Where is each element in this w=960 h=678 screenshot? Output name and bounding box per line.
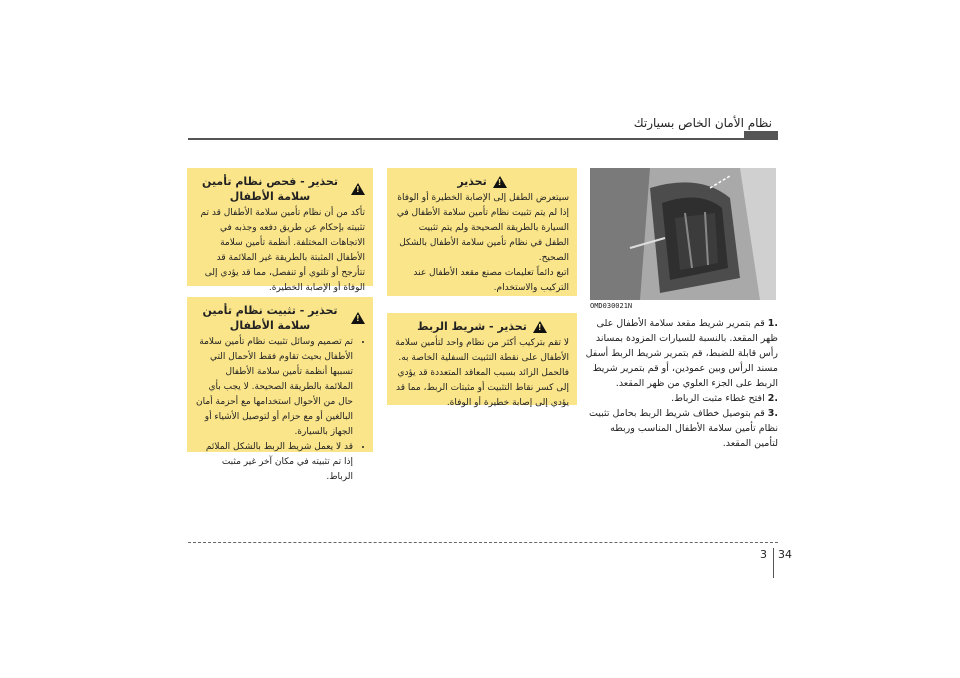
- step-text: افتح غطاء مثبت الرباط.: [671, 393, 765, 404]
- chapter-number: 3: [760, 548, 767, 561]
- section-title: نظام الأمان الخاص بسيارتك: [633, 116, 772, 130]
- page-number-separator: [773, 548, 774, 578]
- child-seat-photo: [590, 168, 776, 300]
- warning-title: ! تحذير - شريط الربط: [395, 319, 569, 334]
- footer-divider: [188, 542, 778, 543]
- step-text: قم بتمرير شريط مقعد سلامة الأطفال على ظهر المقعد. بالنسبة للسيارات المزودة بمساند رأس قابلة للضبط، قم بتمرير شريط الربط أسفل مسند الرأس وبين عمودين، أو قم بتمرير شريط الربط على الجزء العلوي من ظهر المقعد.: [585, 318, 778, 389]
- warning-icon: [351, 312, 365, 324]
- warning-title: ! تحذير - تثبيت نظام تأمين سلامة الأطفال: [195, 303, 365, 333]
- step-number: .2: [767, 393, 778, 404]
- warning-title: ! تحذير: [395, 174, 569, 189]
- step-item: [584, 406, 778, 451]
- warning-text: اتبع دائماً تعليمات مصنع مقعد الأطفال عند التركيب والاستخدام.: [413, 268, 569, 293]
- warning-box-anchor: [187, 297, 373, 482]
- page-number: 34: [778, 548, 792, 561]
- step-number: .1: [767, 318, 778, 329]
- step-item: [584, 316, 778, 391]
- warning-box-installation: [387, 168, 577, 296]
- header-accent-bar: [744, 131, 778, 138]
- installation-steps: [584, 316, 778, 451]
- warning-text: لا تقم بتركيب أكثر من نظام واحد لتأمين سلامة الأطفال على نقطة التثبيت السفلية الخاصة به. فالحمل الزائد بسبب المعاقد المتعددة قد يؤدي إلى كسر نقاط التثبيت أو مثبتات الربط، مما قد يؤدي إلى إصابة خطيرة أو الوفاة.: [395, 338, 569, 408]
- step-text: قم بتوصيل خطاف شريط الربط بحامل تثبيت نظام تأمين سلامة الأطفال المناسب وربطه لتأمين المقعد.: [588, 408, 778, 449]
- warning-title: ! تحذير - فحص نظام تأمين سلامة الأطفال: [195, 174, 365, 204]
- warning-icon: [493, 176, 507, 188]
- photo-caption: OMD030021N: [590, 302, 633, 310]
- warning-icon: [351, 183, 365, 195]
- warning-text: تأكد من أن نظام تأمين سلامة الأطفال قد تم تثبيته بإحكام عن طريق دفعه وجذبه في الاتجاهات المختلفة. أنظمة تأمين سلامة الأطفال المثبتة بالطريقة غير الملائمة قد تتأرجح أو تلتوي أو تنفصل، مما قد يؤدي إلى الوفاة أو الإصابة الخطيرة.: [200, 208, 365, 293]
- warning-text: سيتعرض الطفل إلى الإصابة الخطيرة أو الوفاة إذا لم يتم تثبيت نظام تأمين سلامة الأطفال في السيارة بالطريقة الصحيحة ولم يتم تثبيت الطفل في نظام تأمين سلامة الأطفال بالشكل الصحيح.: [396, 193, 569, 263]
- step-item: [584, 391, 778, 406]
- warning-box-check-seat: [187, 168, 373, 293]
- warning-bullets: [195, 335, 365, 485]
- warning-box-tether-strap: [387, 313, 577, 408]
- warning-bullet: • تم تصميم وسائل تثبيت نظام تأمين سلامة الأطفال بحيث تقاوم فقط الأحمال التي تسببها أنظمة تأمين سلامة الأطفال الملائمة بالطريقة الصحيحة. لا يجب بأي حال من الأحوال استخدامها مع أحزمة أمان البالغين أو مع حزام أو لتوصيل الأشياء أو الجهاز بالسيارة.: [195, 335, 353, 440]
- warning-bullet: • قد لا يعمل شريط الربط بالشكل الملائم إذا تم تثبيته في مكان آخر غير مثبت الرباط.: [195, 440, 353, 485]
- warning-icon: [533, 321, 547, 333]
- child-seat-illustration: [590, 168, 776, 300]
- step-number: .3: [767, 408, 778, 419]
- header-divider: [188, 138, 778, 140]
